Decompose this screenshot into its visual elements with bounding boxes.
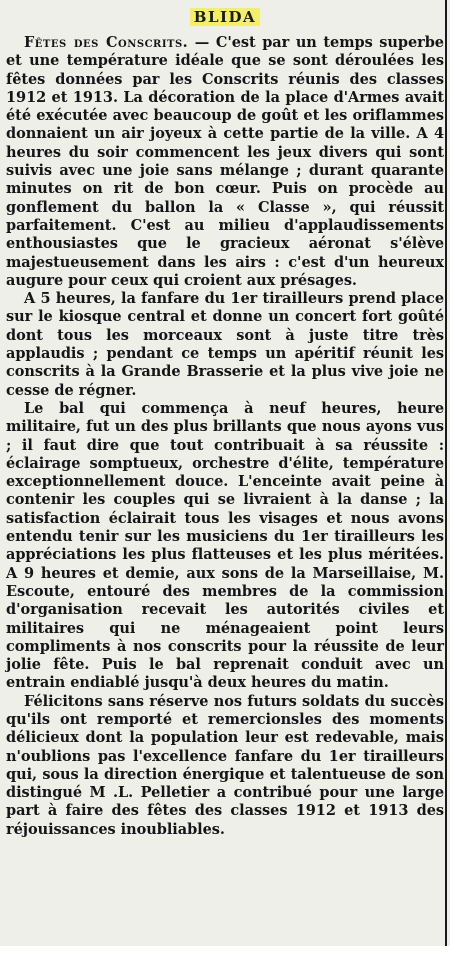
lead-heading: Fêtes des Conscrits.	[24, 34, 189, 51]
paragraph-4: Félicitons sans réserve nos futurs soldats du succès qu'ils ont remporté et remercionsles des moments délicieux dont la population leur est redevable, mais n'oublions pas l'excellence fanfare du 1er tirailleurs qui, sous la direction énergique et talentueuse de son distingué M .L. Pelletier a contribué pour une large part à faire des fêtes des classes 1912 et 1913 des réjouissances inoubliables.	[6, 692, 444, 838]
column-rule	[445, 0, 447, 958]
title-wrapper	[0, 8, 450, 27]
paragraph-1-text: — C'est par un temps superbe et une température idéale que se sont déroulées les fêtes données par les Conscrits réunis des classes 1912 et 1913. La décoration de la place d'Armes avait été exécutée avec beaucoup de goût et les oriflammes donnaient un air joyeux à cette partie de la ville. A 4 heures du soir commencent les jeux divers qui sont suivis avec une joie sans mélange ; durant quarante minutes on rit de bon cœur. Puis on procède au gonflement du ballon la « Classe », qui réussit parfaitement. C'est au milieu d'applaudissements enthousiastes que le gracieux aéronat s'élève majestueusement dans les airs : c'est d'un heureux augure pour ceux qui croient aux présages.	[6, 34, 444, 289]
paragraph-1	[6, 34, 444, 290]
paragraph-3: Le bal qui commença à neuf heures, heure militaire, fut un des plus brillants que nous ayons vus ; il faut dire que tout contribuait à sa réussite : éclairage somptueux, orchestre d'élite, température exceptionnellement douce. L'enceinte avait peine à contenir les couples qui se livraient à la danse ; la satisfaction éclairait tous les visages et nous avons entendu tenir sur les musiciens du 1er tirailleurs les appréciations les plus flatteuses et les plus méritées. A 9 heures et demie, aux sons de la Marseillaise, M. Escoute, entouré des membres de la commission d'organisation recevait les autorités civiles et militaires qui ne ménageaient point leurs compliments à nos conscrits pour la réussite de leur jolie fête. Puis le bal reprenait conduit avec un entrain endiablé jusqu'à deux heures du matin.	[6, 399, 444, 692]
article-body	[6, 34, 444, 839]
paragraph-2: A 5 heures, la fanfare du 1er tirailleurs prend place sur le kiosque central et donne un concert fort goûté dont tous les morceaux sont à juste titre très applaudis ; pendant ce temps un apéritif réunit les conscrits à la Grande Brasserie et la plus vive joie ne cesse de régner.	[6, 290, 444, 399]
bottom-margin	[0, 946, 450, 958]
section-title: BLIDA	[190, 8, 260, 26]
